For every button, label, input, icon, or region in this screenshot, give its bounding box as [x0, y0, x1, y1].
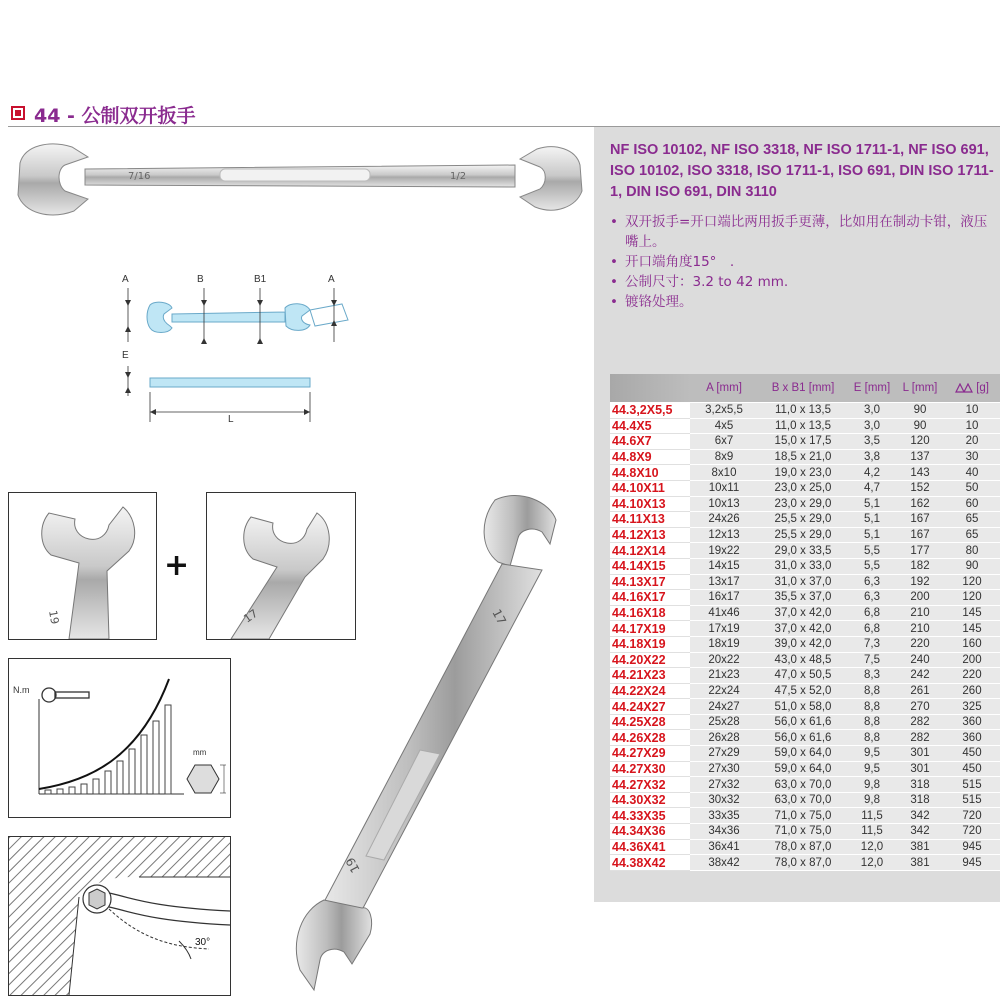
size-bxb1-cell: 43,0 x 48,5 [758, 652, 848, 668]
reference-cell: 44.27X30 [610, 761, 690, 777]
reference-cell: 44.27X32 [610, 777, 690, 793]
length-cell: 167 [896, 527, 944, 543]
size-a-cell: 33x35 [690, 808, 758, 824]
size-a-cell: 25x28 [690, 714, 758, 730]
weight-cell: 145 [944, 621, 1000, 637]
size-bxb1-cell: 19,0 x 23,0 [758, 465, 848, 481]
size-e-cell: 5,1 [848, 512, 896, 528]
angle-usage-box [8, 836, 231, 996]
table-row [610, 590, 1000, 606]
reference-cell: 44.25X28 [610, 714, 690, 730]
reference-cell: 44.4X5 [610, 418, 690, 434]
size-e-cell: 4,7 [848, 480, 896, 496]
size-a-cell: 8x10 [690, 465, 758, 481]
size-a-cell: 8x9 [690, 449, 758, 465]
dimension-diagram [110, 270, 360, 430]
reference-cell: 44.16X17 [610, 590, 690, 606]
weight-cell: 720 [944, 824, 1000, 840]
size-a-cell: 38x42 [690, 855, 758, 871]
size-bxb1-cell: 56,0 x 61,6 [758, 730, 848, 746]
size-bxb1-cell: 15,0 x 17,5 [758, 434, 848, 450]
length-cell: 200 [896, 590, 944, 606]
size-a-cell: 10x11 [690, 480, 758, 496]
length-cell: 342 [896, 808, 944, 824]
size-a-cell: 27x30 [690, 761, 758, 777]
size-a-cell: 12x13 [690, 527, 758, 543]
col-l-header: L [mm] [896, 374, 944, 403]
length-cell: 318 [896, 777, 944, 793]
table-row [610, 839, 1000, 855]
size-e-cell: 4,2 [848, 465, 896, 481]
reference-cell: 44.6X7 [610, 434, 690, 450]
reference-cell: 44.11X13 [610, 512, 690, 528]
length-cell: 270 [896, 699, 944, 715]
weight-cell: 360 [944, 714, 1000, 730]
size-bxb1-cell: 31,0 x 37,0 [758, 574, 848, 590]
size-e-cell: 8,8 [848, 714, 896, 730]
size-a-cell: 20x22 [690, 652, 758, 668]
table-row [610, 683, 1000, 699]
weight-cell: 145 [944, 605, 1000, 621]
spec-table [610, 374, 1000, 871]
size-bxb1-cell: 63,0 x 70,0 [758, 777, 848, 793]
size-e-cell: 9,8 [848, 777, 896, 793]
size-a-cell: 26x28 [690, 730, 758, 746]
size-a-cell: 34x36 [690, 824, 758, 840]
weight-cell: 120 [944, 590, 1000, 606]
large-wrench-size-19: 19 [343, 855, 363, 876]
table-row [610, 403, 1000, 419]
size-a-cell: 41x46 [690, 605, 758, 621]
size-a-cell: 14x15 [690, 558, 758, 574]
reference-cell: 44.24X27 [610, 699, 690, 715]
size-e-cell: 6,8 [848, 605, 896, 621]
reference-cell: 44.16X18 [610, 605, 690, 621]
size-e-cell: 9,5 [848, 746, 896, 762]
size-bxb1-cell: 31,0 x 33,0 [758, 558, 848, 574]
size-e-cell: 6,3 [848, 590, 896, 606]
length-cell: 143 [896, 465, 944, 481]
mm-unit-label: mm [193, 748, 207, 757]
feature-item: • 公制尺寸：3.2 to 42 mm. [610, 272, 998, 292]
length-cell: 210 [896, 621, 944, 637]
length-cell: 282 [896, 730, 944, 746]
table-row [610, 792, 1000, 808]
section-header [8, 100, 1000, 127]
reference-cell: 44.10X13 [610, 496, 690, 512]
right-size-marking: 1/2 [450, 171, 467, 182]
size-a-cell: 36x41 [690, 839, 758, 855]
size-19-marking: 19 [46, 609, 62, 626]
dim-label-b1: B1 [254, 274, 267, 285]
size-e-cell: 8,8 [848, 730, 896, 746]
feature-item: • 开口端角度15° . [610, 252, 998, 272]
angle-label: 30° [195, 937, 211, 948]
size-bxb1-cell: 39,0 x 42,0 [758, 636, 848, 652]
torque-chart-box [8, 658, 231, 818]
weight-cell: 60 [944, 496, 1000, 512]
table-row [610, 730, 1000, 746]
red-square-icon [11, 106, 25, 120]
weight-cell: 90 [944, 558, 1000, 574]
size-e-cell: 6,3 [848, 574, 896, 590]
reference-cell: 44.14X15 [610, 558, 690, 574]
size-bxb1-cell: 71,0 x 75,0 [758, 824, 848, 840]
weight-cell: 360 [944, 730, 1000, 746]
weight-cell: 720 [944, 808, 1000, 824]
reference-cell: 44.8X9 [610, 449, 690, 465]
size-a-cell: 3,2x5,5 [690, 403, 758, 419]
size-e-cell: 6,8 [848, 621, 896, 637]
length-cell: 137 [896, 449, 944, 465]
dim-label-l: L [228, 414, 234, 425]
size-e-cell: 5,1 [848, 527, 896, 543]
dim-label-a2: A [328, 274, 335, 285]
reference-cell: 44.3,2X5,5 [610, 403, 690, 419]
weight-cell: 50 [944, 480, 1000, 496]
weight-cell: 160 [944, 636, 1000, 652]
wrench-top-image [10, 135, 590, 225]
weight-cell: 945 [944, 839, 1000, 855]
reference-cell: 44.12X14 [610, 543, 690, 559]
reference-cell: 44.22X24 [610, 683, 690, 699]
weight-cell: 260 [944, 683, 1000, 699]
reference-cell: 44.30X32 [610, 792, 690, 808]
weight-cell: 30 [944, 449, 1000, 465]
table-row [610, 465, 1000, 481]
size-e-cell: 9,8 [848, 792, 896, 808]
size-e-cell: 3,5 [848, 434, 896, 450]
weight-scale-icon [955, 383, 973, 393]
reference-cell: 44.13X17 [610, 574, 690, 590]
feature-item: • 双开扳手=开口端比两用扳手更薄，比如用在制动卡钳，液压嘴上。 [610, 212, 998, 252]
table-row [610, 605, 1000, 621]
size-a-cell: 19x22 [690, 543, 758, 559]
table-row [610, 855, 1000, 871]
weight-unit: [g] [976, 382, 989, 394]
size-e-cell: 12,0 [848, 839, 896, 855]
size-bxb1-cell: 37,0 x 42,0 [758, 621, 848, 637]
size-bxb1-cell: 71,0 x 75,0 [758, 808, 848, 824]
size-bxb1-cell: 11,0 x 13,5 [758, 403, 848, 419]
table-row [610, 512, 1000, 528]
table-row [610, 761, 1000, 777]
weight-cell: 120 [944, 574, 1000, 590]
size-a-cell: 24x26 [690, 512, 758, 528]
size-bxb1-cell: 59,0 x 64,0 [758, 746, 848, 762]
length-cell: 381 [896, 839, 944, 855]
size-bxb1-cell: 23,0 x 25,0 [758, 480, 848, 496]
size-e-cell: 3,0 [848, 418, 896, 434]
col-e-header: E [mm] [848, 374, 896, 403]
table-row [610, 808, 1000, 824]
size-e-cell: 5,1 [848, 496, 896, 512]
weight-cell: 515 [944, 792, 1000, 808]
length-cell: 182 [896, 558, 944, 574]
length-cell: 301 [896, 761, 944, 777]
size-bxb1-cell: 78,0 x 87,0 [758, 839, 848, 855]
length-cell: 90 [896, 418, 944, 434]
weight-cell: 10 [944, 418, 1000, 434]
size-a-cell: 18x19 [690, 636, 758, 652]
dim-label-e: E [122, 350, 129, 361]
length-cell: 192 [896, 574, 944, 590]
size-17-marking: 17 [241, 606, 261, 626]
reference-cell: 44.21X23 [610, 668, 690, 684]
size-e-cell: 7,3 [848, 636, 896, 652]
weight-cell: 515 [944, 777, 1000, 793]
table-row [610, 714, 1000, 730]
length-cell: 220 [896, 636, 944, 652]
table-header-row [610, 374, 1000, 403]
length-cell: 381 [896, 855, 944, 871]
reference-cell: 44.8X10 [610, 465, 690, 481]
hex-nut-icon [187, 765, 219, 793]
weight-cell: 450 [944, 746, 1000, 762]
size-e-cell: 7,5 [848, 652, 896, 668]
size-e-cell: 3,0 [848, 403, 896, 419]
size-e-cell: 12,0 [848, 855, 896, 871]
weight-cell: 65 [944, 512, 1000, 528]
large-wrench-size-17: 17 [489, 606, 509, 627]
table-row [610, 543, 1000, 559]
weight-cell: 945 [944, 855, 1000, 871]
length-cell: 282 [896, 714, 944, 730]
size-bxb1-cell: 25,5 x 29,0 [758, 512, 848, 528]
reference-cell: 44.33X35 [610, 808, 690, 824]
table-row [610, 480, 1000, 496]
table-row [610, 636, 1000, 652]
table-row [610, 496, 1000, 512]
reference-cell: 44.34X36 [610, 824, 690, 840]
size-bxb1-cell: 56,0 x 61,6 [758, 714, 848, 730]
table-row [610, 777, 1000, 793]
size-bxb1-cell: 47,5 x 52,0 [758, 683, 848, 699]
size-e-cell: 5,5 [848, 543, 896, 559]
size-a-cell: 10x13 [690, 496, 758, 512]
table-row [610, 574, 1000, 590]
size-bxb1-cell: 18,5 x 21,0 [758, 449, 848, 465]
reference-column-header [610, 374, 690, 403]
weight-cell: 325 [944, 699, 1000, 715]
table-row [610, 668, 1000, 684]
length-cell: 342 [896, 824, 944, 840]
wrench-small-icon [42, 688, 89, 702]
size-e-cell: 8,3 [848, 668, 896, 684]
size-e-cell: 8,8 [848, 699, 896, 715]
reference-cell: 44.27X29 [610, 746, 690, 762]
wrench-large-image [280, 490, 600, 995]
table-row [610, 434, 1000, 450]
length-cell: 318 [896, 792, 944, 808]
weight-cell: 20 [944, 434, 1000, 450]
weight-cell: 450 [944, 761, 1000, 777]
feature-list [610, 212, 998, 312]
size-bxb1-cell: 59,0 x 64,0 [758, 761, 848, 777]
table-row [610, 621, 1000, 637]
size-e-cell: 5,5 [848, 558, 896, 574]
size-a-cell: 13x17 [690, 574, 758, 590]
size-a-cell: 16x17 [690, 590, 758, 606]
section-title: 44 - 公制双开扳手 [34, 105, 196, 127]
size-a-cell: 30x32 [690, 792, 758, 808]
size-a-cell: 21x23 [690, 668, 758, 684]
weight-cell: 80 [944, 543, 1000, 559]
weight-cell: 200 [944, 652, 1000, 668]
table-row [610, 418, 1000, 434]
size-bxb1-cell: 23,0 x 29,0 [758, 496, 848, 512]
size-a-cell: 27x29 [690, 746, 758, 762]
size-bxb1-cell: 51,0 x 58,0 [758, 699, 848, 715]
length-cell: 120 [896, 434, 944, 450]
weight-cell: 220 [944, 668, 1000, 684]
table-row [610, 527, 1000, 543]
size-bxb1-cell: 47,0 x 50,5 [758, 668, 848, 684]
length-cell: 240 [896, 652, 944, 668]
size-bxb1-cell: 35,5 x 37,0 [758, 590, 848, 606]
col-bxb1-header: B x B1 [mm] [758, 374, 848, 403]
size-e-cell: 8,8 [848, 683, 896, 699]
wrench-head-box-19 [8, 492, 157, 640]
length-cell: 301 [896, 746, 944, 762]
length-cell: 261 [896, 683, 944, 699]
col-a-header: A [mm] [690, 374, 758, 403]
reference-cell: 44.38X42 [610, 855, 690, 871]
size-a-cell: 27x32 [690, 777, 758, 793]
weight-cell: 40 [944, 465, 1000, 481]
size-bxb1-cell: 78,0 x 87,0 [758, 855, 848, 871]
length-cell: 152 [896, 480, 944, 496]
size-e-cell: 11,5 [848, 824, 896, 840]
reference-cell: 44.12X13 [610, 527, 690, 543]
table-row [610, 699, 1000, 715]
left-size-marking: 7/16 [128, 171, 151, 182]
standards-text: NF ISO 10102, NF ISO 3318, NF ISO 1711-1, NF ISO 691, ISO 10102, ISO 3318, ISO 1711-1, ISO 691, DIN ISO 1711-1, DIN ISO 691, DIN 3110 [610, 142, 994, 200]
reference-cell: 44.10X11 [610, 480, 690, 496]
reference-cell: 44.18X19 [610, 636, 690, 652]
size-bxb1-cell: 25,5 x 29,0 [758, 527, 848, 543]
size-a-cell: 22x24 [690, 683, 758, 699]
col-weight-header [944, 374, 1000, 403]
size-a-cell: 17x19 [690, 621, 758, 637]
size-bxb1-cell: 37,0 x 42,0 [758, 605, 848, 621]
size-a-cell: 24x27 [690, 699, 758, 715]
torque-unit-label: N.m [13, 685, 30, 695]
size-bxb1-cell: 29,0 x 33,5 [758, 543, 848, 559]
dim-label-a: A [122, 274, 129, 285]
reference-cell: 44.20X22 [610, 652, 690, 668]
table-row [610, 558, 1000, 574]
weight-cell: 10 [944, 403, 1000, 419]
reference-cell: 44.36X41 [610, 839, 690, 855]
length-cell: 162 [896, 496, 944, 512]
table-row [610, 449, 1000, 465]
feature-item: • 镀铬处理。 [610, 292, 998, 312]
size-bxb1-cell: 63,0 x 70,0 [758, 792, 848, 808]
plus-sign: + [164, 548, 190, 583]
table-row [610, 824, 1000, 840]
size-e-cell: 3,8 [848, 449, 896, 465]
dim-label-b: B [197, 274, 204, 285]
reference-cell: 44.17X19 [610, 621, 690, 637]
length-cell: 90 [896, 403, 944, 419]
length-cell: 177 [896, 543, 944, 559]
table-row [610, 746, 1000, 762]
length-cell: 242 [896, 668, 944, 684]
reference-cell: 44.26X28 [610, 730, 690, 746]
size-a-cell: 4x5 [690, 418, 758, 434]
size-a-cell: 6x7 [690, 434, 758, 450]
table-row [610, 652, 1000, 668]
length-cell: 210 [896, 605, 944, 621]
weight-cell: 65 [944, 527, 1000, 543]
length-cell: 167 [896, 512, 944, 528]
size-e-cell: 9,5 [848, 761, 896, 777]
size-e-cell: 11,5 [848, 808, 896, 824]
size-bxb1-cell: 11,0 x 13,5 [758, 418, 848, 434]
